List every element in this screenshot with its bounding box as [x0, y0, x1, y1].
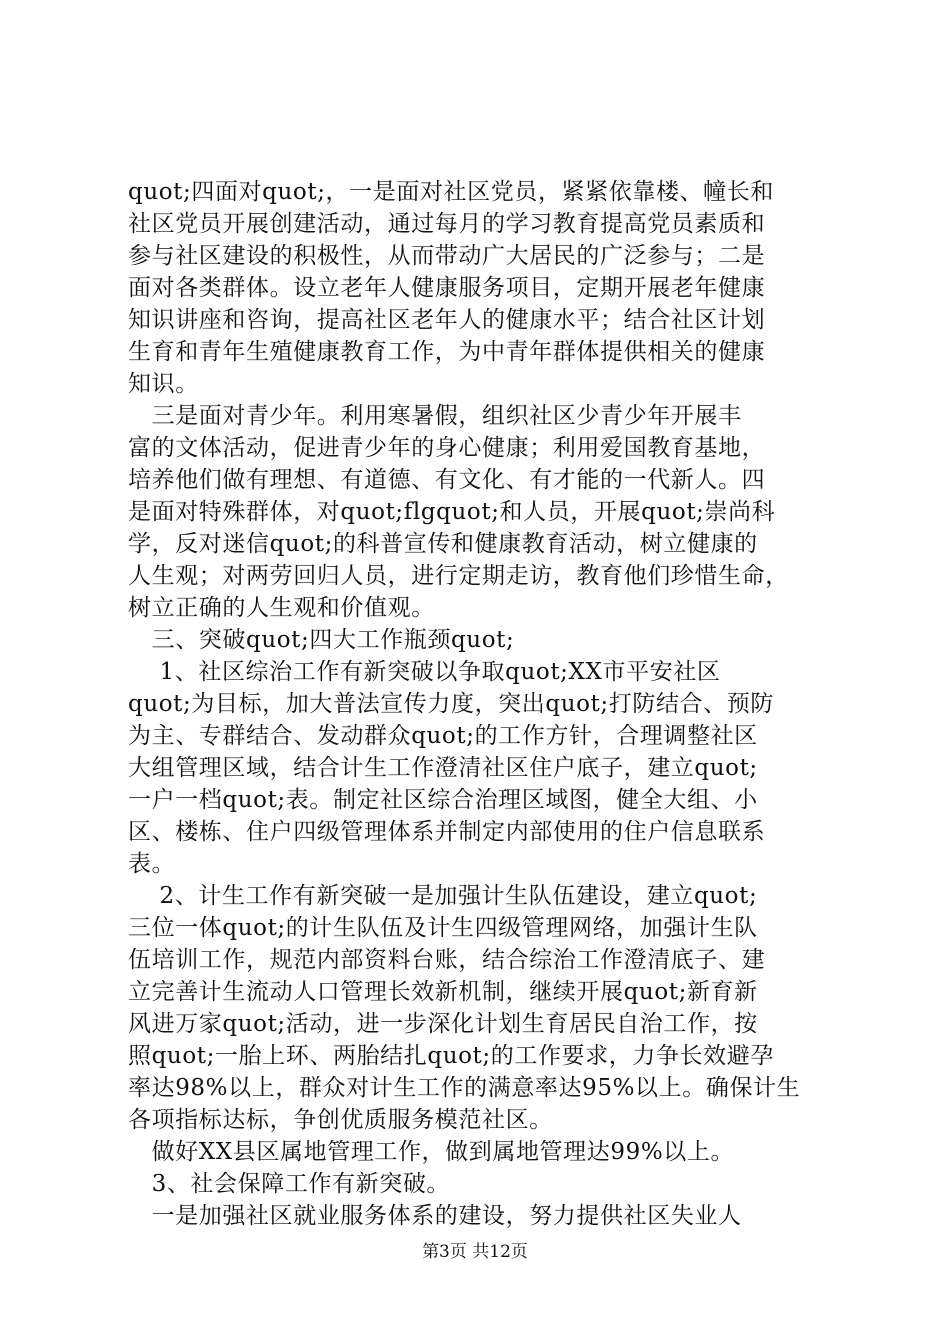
text-line: 知识讲座和咨询，提高社区老年人的健康水平；结合社区计划	[128, 307, 766, 333]
text-line: quot;为目标，加大普法宣传力度，突出quot;打防结合、预防	[128, 691, 774, 717]
page-footer	[0, 1240, 950, 1264]
text-line: 照quot;一胎上环、两胎结扎quot;的工作要求，力争长效避孕	[128, 1043, 774, 1069]
text-line: 参与社区建设的积极性，从而带动广大居民的广泛参与；二是	[128, 243, 766, 269]
text-line: 树立正确的人生观和价值观。	[128, 595, 435, 621]
text-line: 一是加强社区就业服务体系的建设，努力提供社区失业人	[128, 1203, 742, 1229]
text-line: 是面对特殊群体，对quot;flgquot;和人员，开展quot;崇尚科	[128, 499, 776, 525]
text-line: 1、社区综治工作有新突破以争取quot;XX市平安社区	[128, 659, 721, 685]
text-line: 各项指标达标，争创优质服务模范社区。	[128, 1107, 553, 1133]
text-line: 面对各类群体。设立老年人健康服务项目，定期开展老年健康	[128, 275, 766, 301]
text-line: 区、楼栋、住户四级管理体系并制定内部使用的住户信息联系	[128, 819, 766, 845]
text-line: quot;四面对quot;，一是面对社区党员，紧紧依靠楼、幢长和	[128, 179, 774, 205]
text-line: 2、计生工作有新突破一是加强计生队伍建设，建立quot;	[128, 883, 758, 909]
text-line: 知识。	[128, 371, 199, 397]
text-line: 风进万家quot;活动，进一步深化计划生育居民自治工作，按	[128, 1011, 758, 1037]
text-line: 大组管理区域，结合计生工作澄清社区住户底子，建立quot;	[128, 755, 758, 781]
text-line: 三位一体quot;的计生队伍及计生四级管理网络，加强计生队	[128, 915, 758, 941]
text-line: 学，反对迷信quot;的科普宣传和健康教育活动，树立健康的	[128, 531, 758, 557]
text-line: 三、突破quot;四大工作瓶颈quot;	[128, 627, 515, 653]
text-line: 人生观；对两劳回归人员，进行定期走访，教育他们珍惜生命，	[128, 563, 789, 589]
text-line: 伍培训工作，规范内部资料台账，结合综治工作澄清底子、建	[128, 947, 766, 973]
text-line: 立完善计生流动人口管理长效新机制，继续开展quot;新育新	[128, 979, 758, 1005]
text-line: 率达98%以上，群众对计生工作的满意率达95%以上。确保计生	[128, 1075, 801, 1101]
page-number: 第3页 共12页	[422, 1242, 528, 1262]
text-line: 为主、专群结合、发动群众quot;的工作方针，合理调整社区	[128, 723, 758, 749]
text-line: 培养他们做有理想、有道德、有文化、有才能的一代新人。四	[128, 467, 766, 493]
text-line: 做好XX县区属地管理工作，做到属地管理达99%以上。	[128, 1139, 735, 1165]
text-line: 三是面对青少年。利用寒暑假，组织社区少青少年开展丰	[128, 403, 742, 429]
body-text	[128, 176, 840, 1232]
text-line: 富的文体活动，促进青少年的身心健康；利用爱国教育基地，	[128, 435, 766, 461]
text-line: 生育和青年生殖健康教育工作，为中青年群体提供相关的健康	[128, 339, 766, 365]
text-line: 表。	[128, 851, 176, 877]
text-line: 社区党员开展创建活动，通过每月的学习教育提高党员素质和	[128, 211, 766, 237]
text-line: 3、社会保障工作有新突破。	[128, 1171, 451, 1197]
text-line: 一户一档quot;表。制定社区综合治理区域图，健全大组、小	[128, 787, 758, 813]
